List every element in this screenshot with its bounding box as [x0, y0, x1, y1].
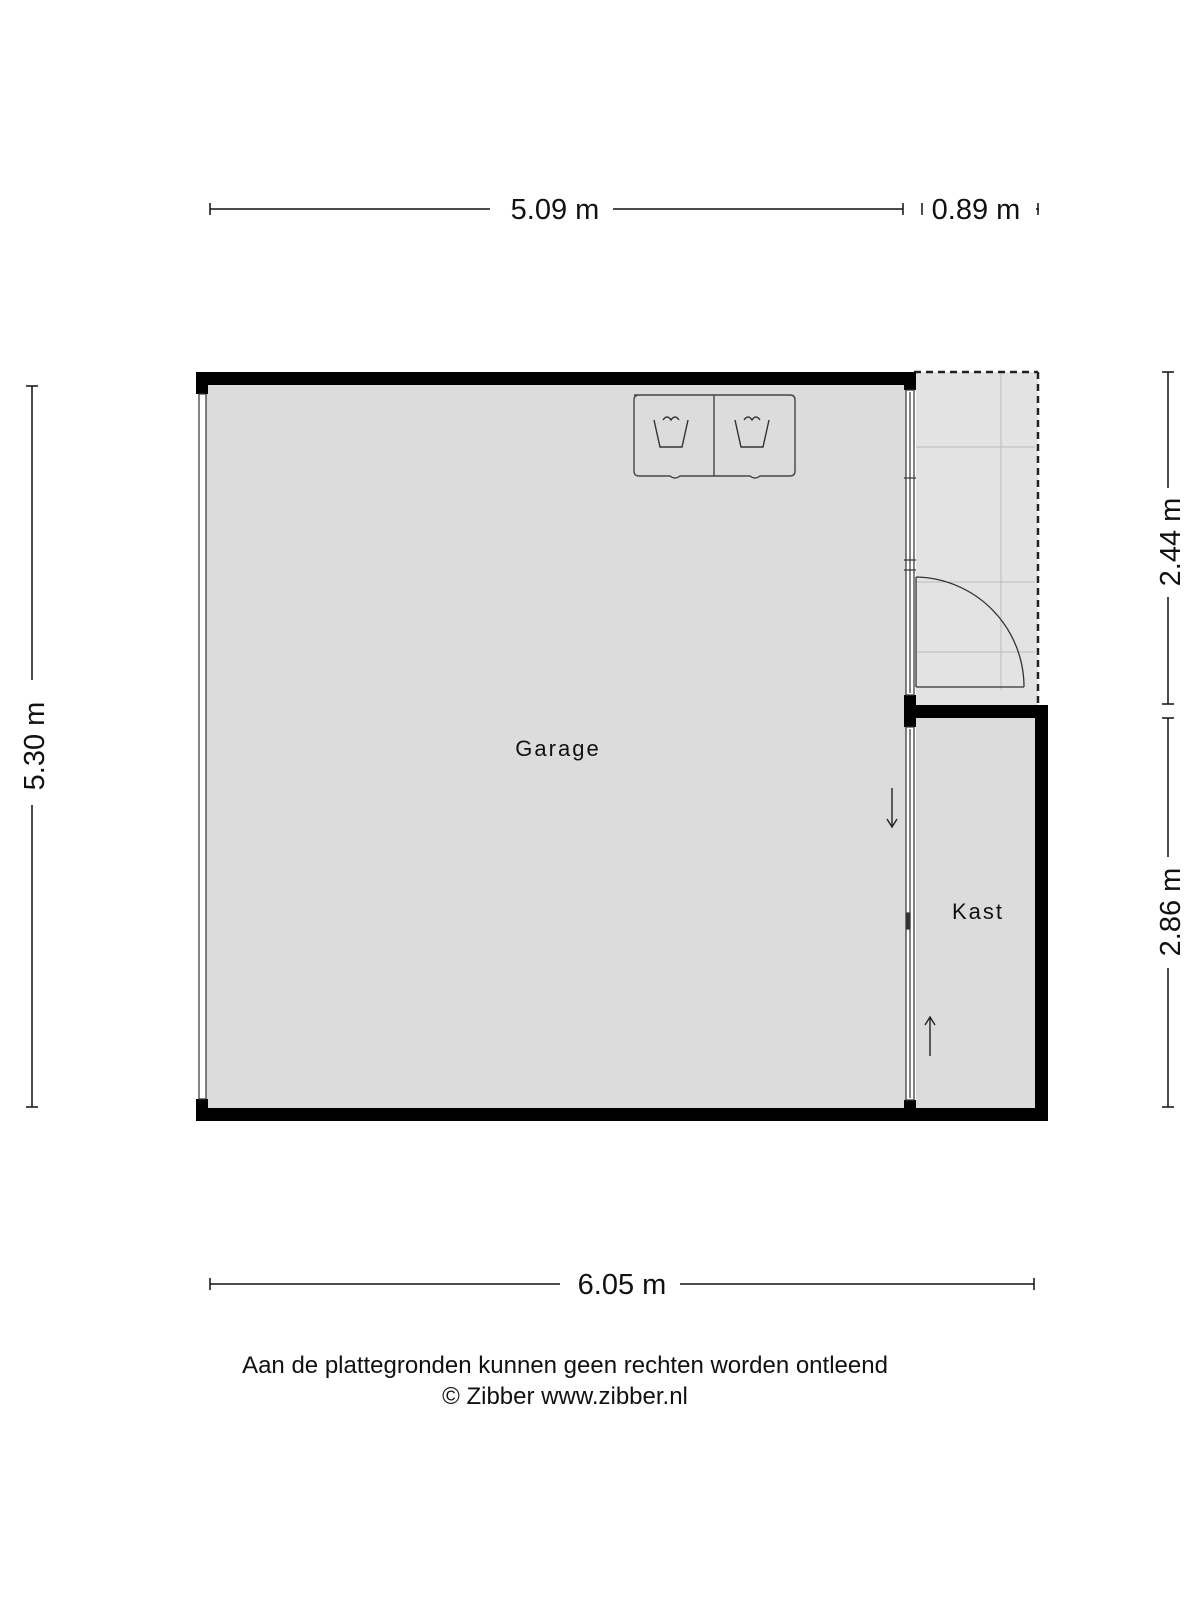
room-label-closet: Kast — [951, 899, 1005, 924]
sliding-doors — [906, 727, 914, 1100]
dimension-right-lower-label: 2.86 m — [1155, 867, 1187, 957]
dimension-top-extra-label: 0.89 m — [931, 194, 1021, 226]
dimension-bottom-label: 6.05 m — [577, 1269, 667, 1301]
dimension-top — [210, 203, 1039, 215]
room-label-garage: Garage — [515, 736, 601, 761]
right-wall-windows — [904, 390, 916, 695]
dimension-top-main-label: 5.09 m — [510, 194, 600, 226]
dimension-right — [1162, 372, 1174, 1107]
dimension-right-upper-label: 2.44 m — [1155, 497, 1187, 587]
disclaimer-text: Aan de plattegronden kunnen geen rechten worden ontleend — [242, 1352, 888, 1379]
dimension-left-label: 5.30 m — [19, 701, 51, 791]
copyright-text: © Zibber www.zibber.nl — [442, 1383, 688, 1410]
garage-door — [199, 394, 206, 1099]
